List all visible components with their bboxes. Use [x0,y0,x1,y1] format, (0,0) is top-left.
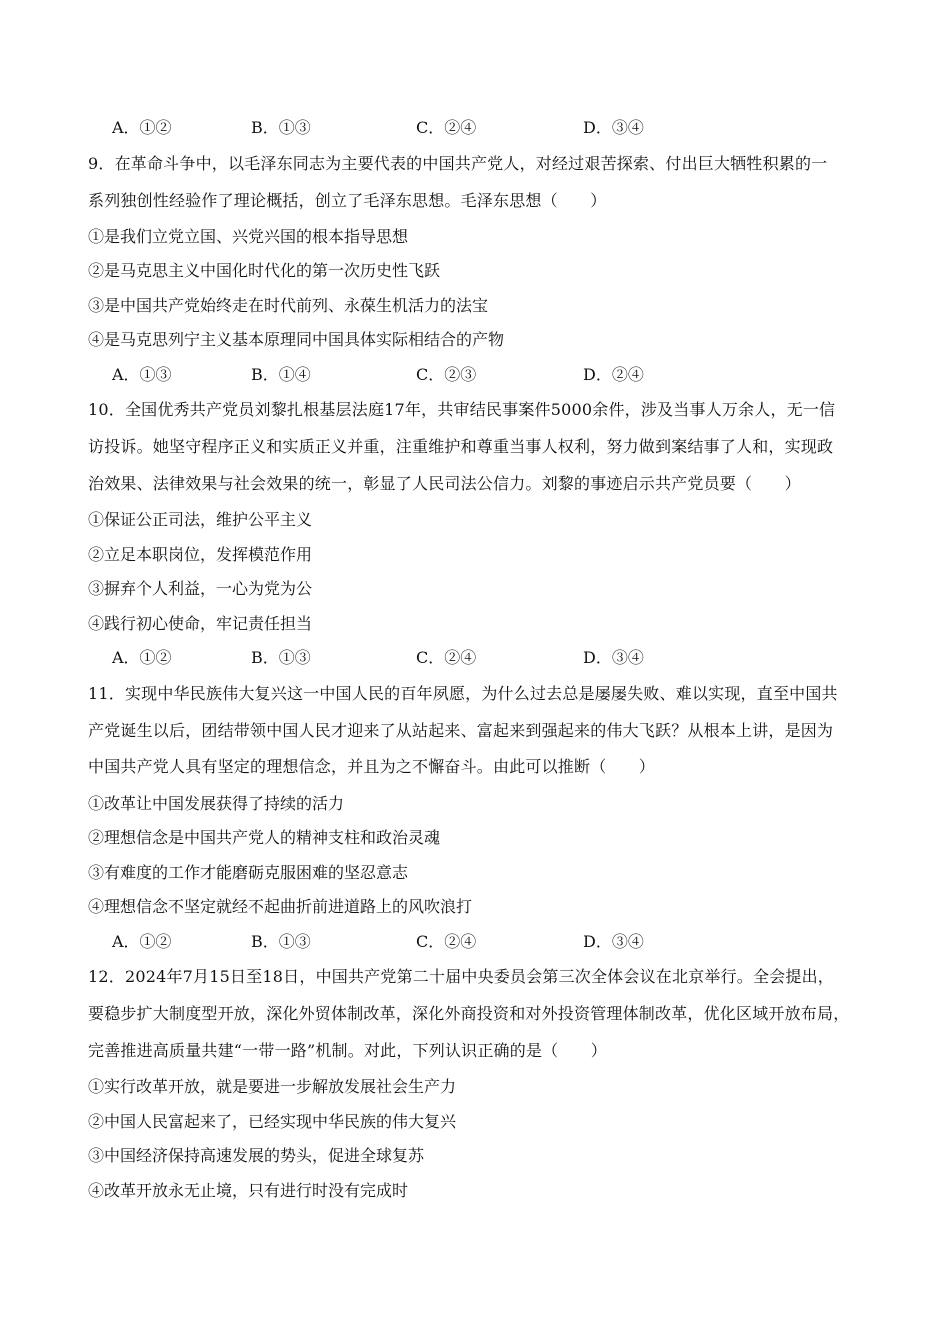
question-9-item-4: ④是马克思列宁主义基本原理同中国具体实际相结合的产物 [88,330,505,349]
question-10-item-1: ①保证公正司法，维护公平主义 [88,510,313,529]
question-12-item-2: ②中国人民富起来了，已经实现中华民族的伟大复兴 [88,1112,457,1131]
question-11-item-4: ④理想信念不坚定就经不起曲折前进道路上的风吹浪打 [88,897,473,916]
question-12-item-3: ③中国经济保持高速发展的势头，促进全球复苏 [88,1146,425,1165]
option-c: C．②④ [416,932,477,951]
question-11-item-2: ②理想信念是中国共产党人的精神支柱和政治灵魂 [88,828,441,847]
question-12-item-4: ④改革开放永无止境，只有进行时没有完成时 [88,1181,409,1200]
question-10-item-3: ③摒弃个人利益，一心为党为公 [88,579,313,598]
question-11-stem-line-3: 中国共产党人具有坚定的理想信念，并且为之不懈奋斗。由此可以推断（ ） [88,757,656,776]
question-11-item-1: ①改革让中国发展获得了持续的活力 [88,794,345,813]
question-12-stem-line-3: 完善推进高质量共建“一带一路”机制。对此，下列认识正确的是（ ） [88,1041,607,1060]
option-d: D．②④ [583,365,644,384]
option-b: B．①③ [251,118,311,137]
option-b: B．①③ [251,932,311,951]
question-10-options [0,647,950,669]
option-a: A．①② [112,118,172,137]
question-9-item-2: ②是马克思主义中国化时代化的第一次历史性飞跃 [88,261,441,280]
question-12-item-1: ①实行改革开放，就是要进一步解放发展社会生产力 [88,1077,457,1096]
option-b: B．①③ [251,648,311,667]
option-c: C．②④ [416,648,477,667]
option-c: C．②④ [416,118,477,137]
question-11-stem-line-1: 11．实现中华民族伟大复兴这一中国人民的百年夙愿，为什么过去总是屡屡失败、难以实现，直至中国共 [88,684,838,703]
option-c: C．②③ [416,365,477,384]
option-a: A．①② [112,648,172,667]
question-9-options [0,364,950,386]
option-a: A．①② [112,932,172,951]
question-12-stem-line-2: 要稳步扩大制度型开放，深化外贸体制改革，深化外商投资和对外投资管理体制改革，优化区域开放布局， [88,1004,850,1023]
question-11-item-3: ③有难度的工作才能磨砺克服困难的坚忍意志 [88,863,409,882]
question-11-options [0,931,950,953]
question-10-stem-line-1: 10．全国优秀共产党员刘黎扎根基层法庭17年，共审结民事案件5000余件，涉及当事人万余人，无一信 [88,400,836,419]
question-9-item-1: ①是我们立党立国、兴党兴国的根本指导思想 [88,227,409,246]
prev-question-options [0,117,950,139]
question-11-stem-line-2: 产党诞生以后，团结带领中国人民才迎来了从站起来、富起来到强起来的伟大飞跃？从根本上讲，是因为 [88,721,834,740]
question-10-stem-line-2: 访投诉。她坚守程序正义和实质正义并重，注重维护和尊重当事人权利，努力做到案结事了人和，实现政 [88,437,834,456]
option-b: B．①④ [251,365,311,384]
question-12-stem-line-1: 12．2024年7月15日至18日，中国共产党第二十届中央委员会第三次全体会议在北京举行。全会提出， [88,967,834,986]
option-d: D．③④ [583,648,644,667]
option-d: D．③④ [583,118,644,137]
option-d: D．③④ [583,932,644,951]
question-10-item-4: ④践行初心使命，牢记责任担当 [88,614,313,633]
question-10-item-2: ②立足本职岗位，发挥模范作用 [88,545,313,564]
option-a: A．①③ [112,365,172,384]
question-9-stem-line-1: 9．在革命斗争中，以毛泽东同志为主要代表的中国共产党人，对经过艰苦探索、付出巨大牺牲积累的一 [88,154,828,173]
question-10-stem-line-3: 治效果、法律效果与社会效果的统一，彰显了人民司法公信力。刘黎的事迹启示共产党员要（ ） [88,474,801,493]
question-9-stem-line-2: 系列独创性经验作了理论概括，创立了毛泽东思想。毛泽东思想（ ） [88,191,607,210]
question-9-item-3: ③是中国共产党始终走在时代前列、永葆生机活力的法宝 [88,296,489,315]
